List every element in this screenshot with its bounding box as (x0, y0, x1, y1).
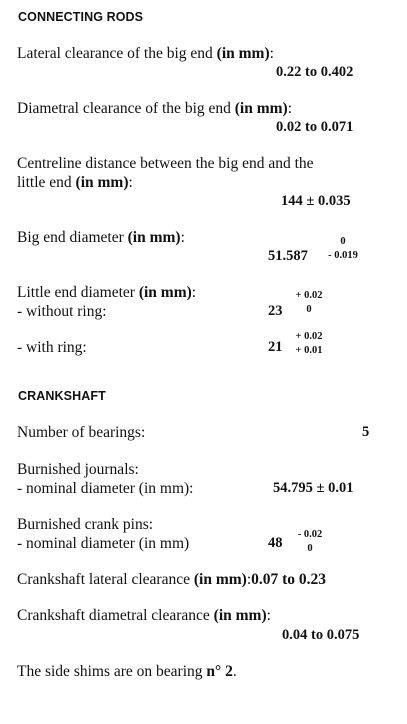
with-ring-tol-upper: + 0.02 (295, 331, 323, 342)
without-ring-tol-upper: + 0.02 (295, 290, 323, 301)
with-ring-label: - with ring: (17, 339, 87, 356)
journals-nominal-diameter-label: - nominal diameter (in mm): (17, 480, 194, 497)
crankshaft-lateral-clearance-value: 0.07 to 0.23 (251, 571, 327, 588)
bearings-count-label: Number of bearings: (17, 424, 146, 441)
big-end-diameter-value: 51.587 (268, 248, 308, 264)
bearings-count-value: 5 (362, 424, 370, 440)
centreline-distance-label-line1: Centreline distance between the big end and the (17, 155, 314, 172)
without-ring-label: - without ring: (17, 303, 107, 320)
big-end-diametral-clearance-label: Diametral clearance of the big end (in mm): (17, 100, 293, 117)
without-ring-value: 23 (268, 303, 283, 319)
big-end-diametral-clearance-value: 0.02 to 0.071 (276, 119, 354, 135)
big-end-diameter-tol-lower: - 0.019 (328, 250, 358, 261)
journals-nominal-diameter-value: 54.795 ± 0.01 (273, 480, 354, 496)
with-ring-tol-lower: + 0.01 (295, 345, 323, 356)
big-end-diameter-tol-upper: 0 (340, 236, 346, 247)
centreline-distance-label-line2: little end (in mm): (17, 174, 133, 191)
connecting-rods-heading: CONNECTING RODS (18, 10, 144, 24)
big-end-diameter-label: Big end diameter (in mm): (17, 229, 185, 246)
centreline-distance-value: 144 ± 0.035 (281, 193, 351, 209)
journals-label: Burnished journals: (17, 461, 139, 478)
side-shims-note: The side shims are on bearing n° 2. (17, 663, 237, 680)
crankshaft-lateral-clearance: Crankshaft lateral clearance (in mm):0.07 to 0.23 (17, 571, 327, 588)
crankshaft-diametral-clearance-label: Crankshaft diametral clearance (in mm): (17, 607, 271, 624)
crankshaft-diametral-clearance-value: 0.04 to 0.075 (282, 627, 360, 643)
without-ring-tol-lower: 0 (306, 304, 312, 315)
crank-pins-nominal-diameter-value: 48 (268, 535, 283, 551)
crank-pins-label: Burnished crank pins: (17, 516, 154, 533)
crankshaft-heading: CRANKSHAFT (18, 389, 106, 403)
crank-pins-nominal-diameter-label: - nominal diameter (in mm) (17, 535, 190, 552)
with-ring-value: 21 (268, 339, 283, 355)
big-end-lateral-clearance-value: 0.22 to 0.402 (276, 64, 354, 80)
crank-pins-tol-upper: - 0.02 (297, 529, 323, 540)
big-end-lateral-clearance-label: Lateral clearance of the big end (in mm): (17, 45, 274, 62)
little-end-diameter-label: Little end diameter (in mm): (17, 284, 197, 301)
crank-pins-tol-lower: 0 (307, 543, 313, 554)
